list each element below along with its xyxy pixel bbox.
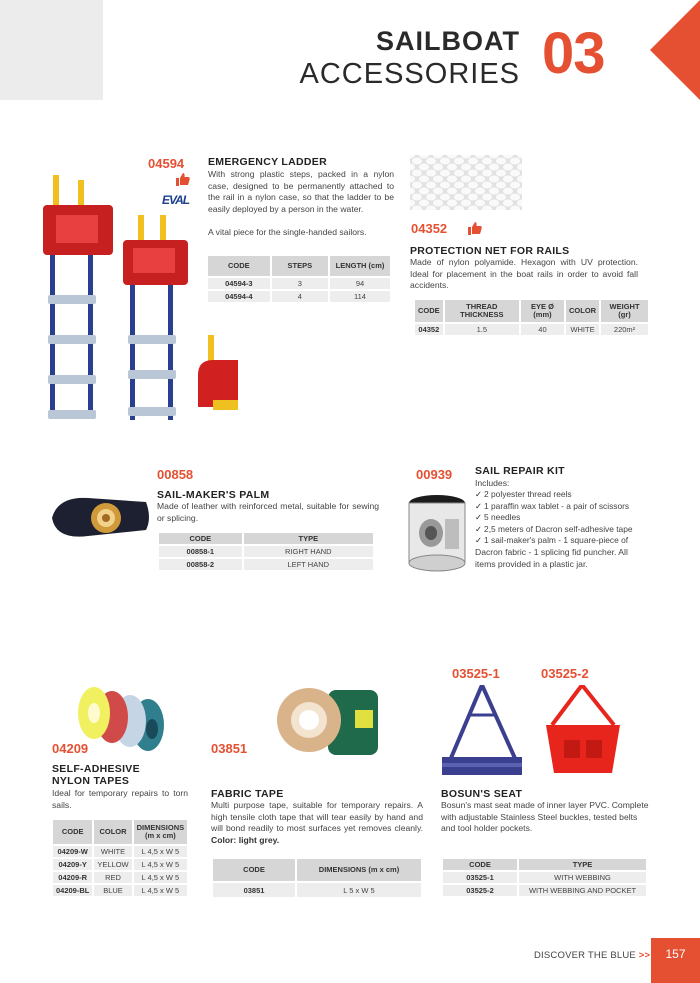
repair-kit-code: 00939: [416, 467, 453, 482]
table-row: [213, 883, 421, 897]
net-description: Made of nylon polyamide. Hexagon with UV protection. Ideal for placement in the boat rails in order to avoid fall accidents.: [410, 257, 638, 291]
table-cell: 1.5: [445, 324, 519, 335]
net-title: PROTECTION NET FOR RAILS: [410, 245, 570, 257]
palm-spec-table: [157, 531, 375, 572]
table-cell: 03525-1: [443, 872, 517, 883]
table-cell: L 4,5 x W 5: [134, 846, 188, 857]
list-item: [475, 512, 633, 524]
table-cell: WITH WEBBING AND POCKET: [519, 885, 646, 896]
table-row: [53, 859, 187, 870]
table-row: [159, 559, 373, 570]
bosun-seat-pocket-image: [542, 685, 624, 780]
nylon-tapes-spec-table: [51, 818, 189, 898]
fabric-tape-title: FABRIC TAPE: [211, 788, 284, 800]
net-spec-table: [413, 298, 650, 337]
net-header-color: COLOR: [566, 300, 599, 322]
table-cell: 03851: [213, 883, 295, 897]
list-item-text: 2,5 meters of Dacron self-adhesive tape: [484, 523, 633, 534]
repair-kit-tail: Dacron fabric - 1 splicing fid puncher. All items provided in a plastic jar.: [475, 547, 628, 569]
palm-header-type: TYPE: [244, 533, 373, 544]
table-cell: WHITE: [94, 846, 131, 857]
sail-repair-kit-jar-image: [405, 493, 469, 575]
table-cell: WHITE: [566, 324, 599, 335]
list-item: [475, 489, 633, 501]
table-cell: 40: [521, 324, 564, 335]
table-row: [53, 872, 187, 883]
table-cell: 04594-4: [208, 291, 270, 302]
nylon-header-color: COLOR: [94, 820, 131, 844]
net-header-eye: EYE Ø (mm): [521, 300, 564, 322]
sail-makers-palm-image: [48, 488, 152, 546]
ladder-spec-table: [206, 254, 392, 304]
table-row: [443, 872, 646, 883]
table-cell: 04209-R: [53, 872, 92, 883]
nylon-tapes-code: 04209: [52, 741, 89, 756]
table-cell: 04209-W: [53, 846, 92, 857]
table-cell: BLUE: [94, 885, 131, 896]
protection-net-image: [410, 155, 522, 210]
bosun-title: BOSUN'S SEAT: [441, 788, 523, 800]
check-icon: ✓: [475, 523, 483, 534]
table-cell: 04209-Y: [53, 859, 92, 870]
palm-code: 00858: [157, 467, 194, 482]
table-cell: L 4,5 x W 5: [134, 885, 188, 896]
bosun-code-2: 03525-2: [541, 666, 589, 681]
ladder-description: With strong plastic steps, packed in a nylon case, designed to be permanently attached to the rail in a nylon case, so that the ladder to be easily deployed by a person in the water.: [208, 169, 394, 214]
repair-kit-contents-list: [475, 489, 633, 547]
check-icon: ✓: [475, 512, 483, 522]
table-cell: 04594-3: [208, 278, 270, 289]
table-cell: RIGHT HAND: [244, 546, 373, 557]
list-item-text: 5 needles: [484, 512, 521, 522]
table-cell: 04352: [415, 324, 443, 335]
nylon-header-code: CODE: [53, 820, 92, 844]
table-cell: 4: [272, 291, 328, 302]
bosun-code-1: 03525-1: [452, 666, 500, 681]
fabric-tape-description-text: Multi purpose tape, suitable for temporary repairs. A high tensile cloth tape that will tear easily by hand and will bond readily to most surfaces yet removes cleanly.: [211, 800, 423, 834]
table-cell: WITH WEBBING: [519, 872, 646, 883]
list-item: [475, 501, 633, 513]
ladder-note: A vital piece for the single-handed sailors.: [208, 227, 367, 237]
table-cell: 00858-1: [159, 546, 242, 557]
net-code: 04352: [411, 221, 448, 236]
table-row: [443, 885, 646, 896]
table-row: [53, 885, 187, 896]
palm-title: SAIL-MAKER'S PALM: [157, 489, 270, 501]
table-cell: 114: [330, 291, 390, 302]
table-cell: L 4,5 x W 5: [134, 859, 188, 870]
table-row: [208, 278, 390, 289]
ladder-title: EMERGENCY LADDER: [208, 156, 327, 168]
ladder-header-steps: STEPS: [272, 256, 328, 276]
page-number: 157: [651, 938, 700, 983]
table-cell: L 4,5 x W 5: [134, 872, 188, 883]
list-item-text: 1 paraffin wax tablet - a pair of scissors: [484, 500, 630, 511]
list-item-text: 1 sail-maker's palm - 1 square-piece of: [484, 535, 629, 545]
bosun-header-code: CODE: [443, 859, 517, 870]
thumbs-up-icon: [468, 221, 482, 235]
fabric-tape-image: [273, 680, 385, 764]
net-header-thread: THREAD THICKNESS: [445, 300, 519, 322]
repair-kit-title: SAIL REPAIR KIT: [475, 465, 565, 477]
list-item: [475, 524, 633, 536]
bosun-header-type: TYPE: [519, 859, 646, 870]
check-icon: ✓: [475, 535, 483, 545]
thumbs-up-icon: [176, 172, 190, 186]
footer-tagline: [534, 950, 650, 961]
nylon-header-dimensions: DIMENSIONS (m x cm): [134, 820, 188, 844]
table-cell: 220m²: [601, 324, 648, 335]
table-row: [53, 846, 187, 857]
fabric-tape-color-label: Color:: [211, 834, 237, 845]
footer-tagline-text: DISCOVER THE BLUE: [534, 950, 636, 961]
fabric-tape-color-value: light grey.: [238, 834, 280, 845]
repair-kit-intro: Includes:: [475, 478, 510, 488]
fabric-header-code: CODE: [213, 859, 295, 881]
palm-description: Made of leather with reinforced metal, suitable for sewing or splicing.: [157, 501, 379, 523]
list-item-text: 2 polyester thread reels: [484, 489, 572, 499]
net-header-weight: WEIGHT (gr): [601, 300, 648, 322]
bosun-spec-table: [441, 857, 648, 898]
palm-header-code: CODE: [159, 533, 242, 544]
fabric-tape-description: [211, 800, 423, 846]
section-number: 03: [542, 21, 605, 86]
nylon-tapes-title-line2: NYLON TAPES: [52, 775, 130, 787]
bosun-description: Bosun's mast seat made of inner layer PVC. Complete with adjustable Stainless Steel buckles, tested belts and tool holder pockets.: [441, 800, 649, 834]
table-cell: 94: [330, 278, 390, 289]
footer-arrows-icon: >>: [638, 950, 651, 961]
net-header-code: CODE: [415, 300, 443, 322]
table-row: [208, 291, 390, 302]
nylon-tapes-description: Ideal for temporary repairs to torn sails.: [52, 788, 188, 810]
table-cell: YELLOW: [94, 859, 131, 870]
section-triangle-icon: [650, 0, 700, 100]
ladder-header-length: LENGTH (cm): [330, 256, 390, 276]
table-cell: 04209-BL: [53, 885, 92, 896]
eval-brand-logo: EVAL: [162, 193, 190, 207]
table-cell: 03525-2: [443, 885, 517, 896]
page-title-line2: ACCESSORIES: [299, 58, 520, 90]
page-title-line1: SAILBOAT: [376, 26, 520, 56]
table-cell: LEFT HAND: [244, 559, 373, 570]
check-icon: ✓: [475, 500, 483, 511]
ladder-header-code: CODE: [208, 256, 270, 276]
header-corner-block: [0, 0, 103, 100]
nylon-tapes-title-line1: SELF-ADHESIVE: [52, 763, 140, 775]
table-row: [415, 324, 648, 335]
fabric-header-dimensions: DIMENSIONS (m x cm): [297, 859, 421, 881]
table-cell: 3: [272, 278, 328, 289]
table-cell: RED: [94, 872, 131, 883]
table-cell: 00858-2: [159, 559, 242, 570]
bosun-seat-webbing-image: [440, 685, 525, 780]
fabric-tape-code: 03851: [211, 741, 248, 756]
table-cell: L 5 x W 5: [297, 883, 421, 897]
list-item: [475, 535, 633, 547]
ladder-code: 04594: [148, 156, 185, 171]
check-icon: ✓: [475, 489, 483, 499]
fabric-tape-spec-table: [211, 857, 423, 899]
table-row: [159, 546, 373, 557]
